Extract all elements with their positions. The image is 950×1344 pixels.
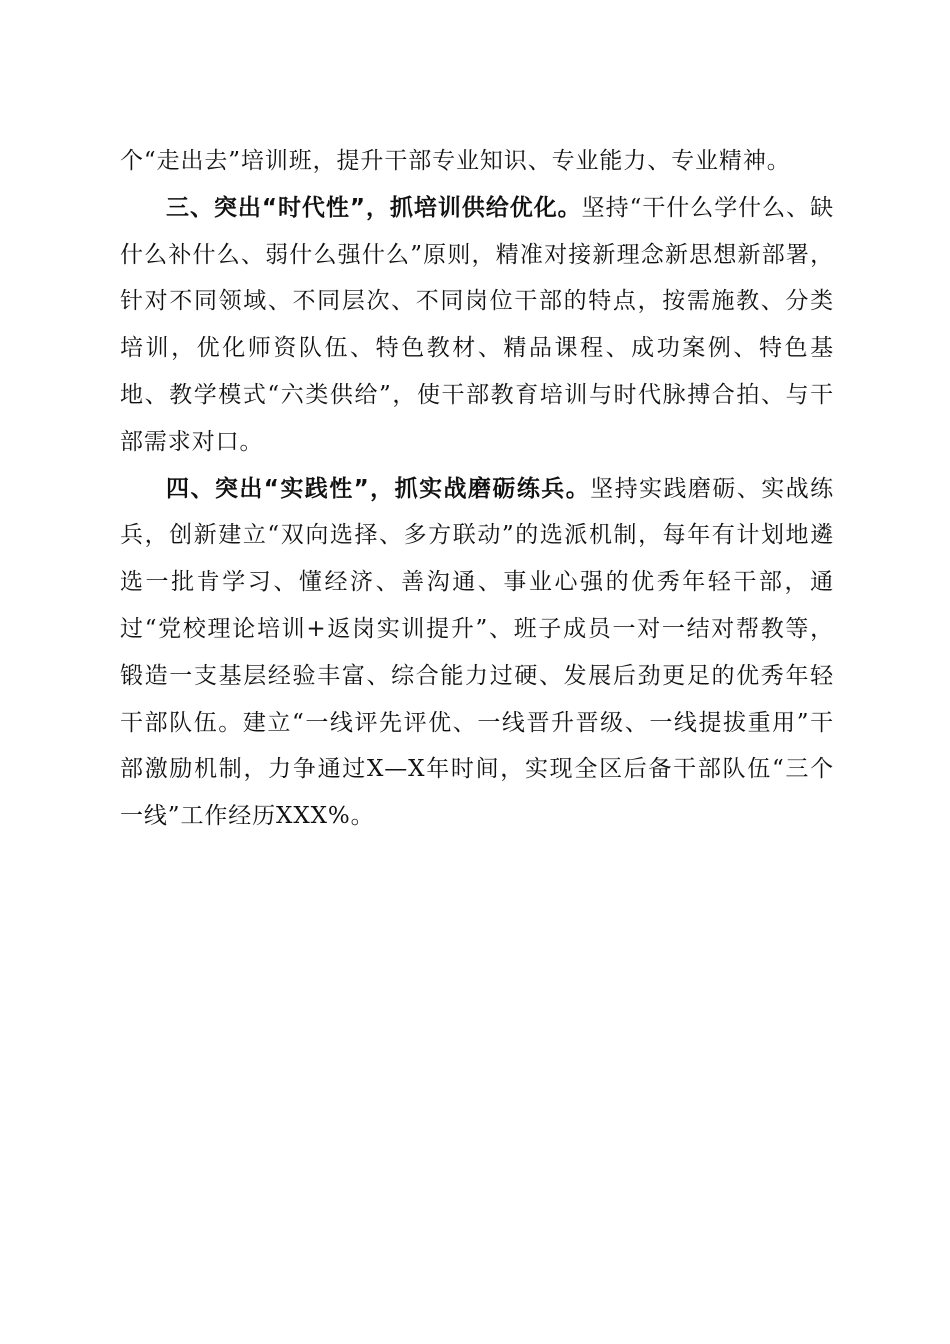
paragraph-continuation (120, 138, 834, 185)
document-body (120, 138, 834, 840)
section-heading: 四、突出“实践性”，抓实战磨砺练兵。 (166, 475, 591, 502)
paragraph-body: 坚持实践磨砺、实战练兵，创新建立“双向选择、多方联动”的选派机制，每年有计划地遴选一批肯学习、懂经济、善沟通、事业心强的优秀年轻干部，通过“党校理论培训+返岗实训提升”、班子成员一对一结对帮教等，锻造一支基层经验丰富、综合能力过硬、发展后劲更足的优秀年轻干部队伍。建立“一线评先评优、一线晋升晋级、一线提拔重用”干部激励机制，力争通过X—X年时间，实现全区后备干部队伍“三个一线”工作经历XXX%。 (120, 475, 834, 830)
paragraph-section-four (120, 466, 834, 840)
paragraph-body: 坚持“干什么学什么、缺什么补什么、弱什么强什么”原则，精准对接新理念新思想新部署，针对不同领域、不同层次、不同岗位干部的特点，按需施教、分类培训，优化师资队伍、特色教材、精品课程、成功案例、特色基地、教学模式“六类供给”，使干部教育培训与时代脉搏合拍、与干部需求对口。 (120, 194, 834, 455)
section-heading: 三、突出“时代性”，抓培训供给优化。 (166, 194, 582, 221)
paragraph-section-three (120, 185, 834, 466)
paragraph-body: 个“走出去”培训班，提升干部专业知识、专业能力、专业精神。 (120, 148, 791, 174)
